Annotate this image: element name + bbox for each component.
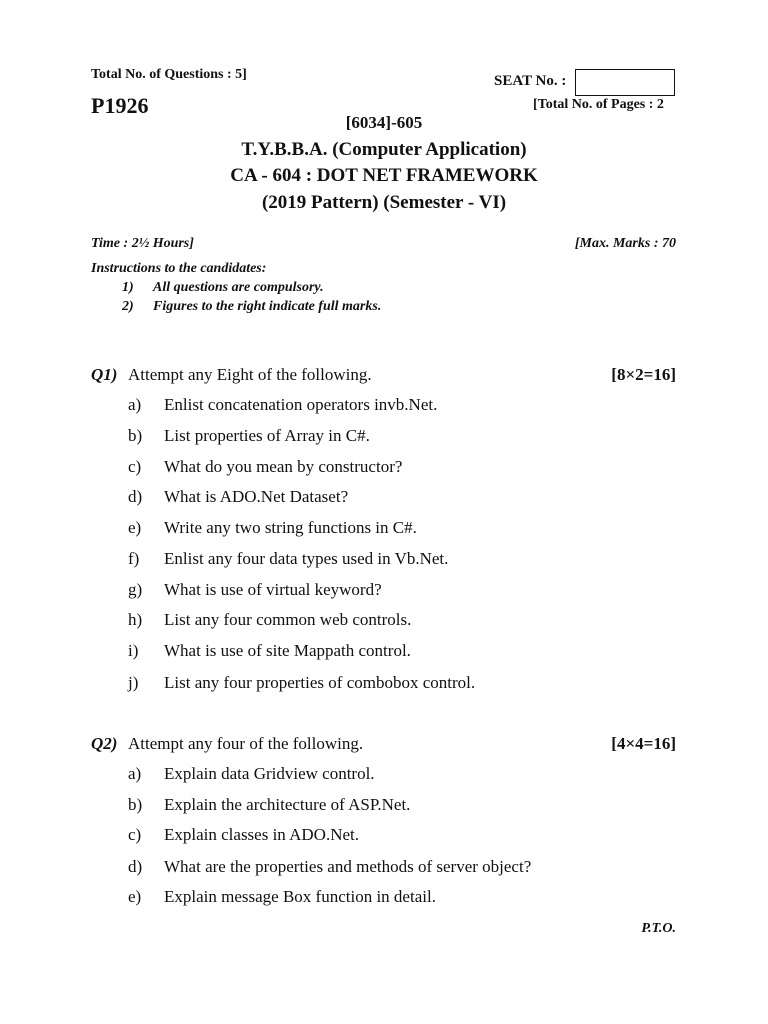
sub-question-text: What are the properties and methods of server object? bbox=[164, 857, 532, 876]
sub-question-text: List properties of Array in C#. bbox=[164, 426, 370, 445]
sub-question-text: What is ADO.Net Dataset? bbox=[164, 487, 349, 506]
sub-question-letter: g) bbox=[128, 580, 143, 599]
seat-number-box[interactable] bbox=[575, 69, 675, 96]
instruction-text: Figures to the right indicate full marks. bbox=[153, 299, 382, 314]
sub-question-text: Enlist any four data types used in Vb.Net. bbox=[164, 549, 449, 568]
instruction-number: 1) bbox=[122, 280, 134, 295]
sub-question-text: List any four properties of combobox control. bbox=[164, 673, 476, 692]
sub-question-letter: d) bbox=[128, 487, 143, 506]
instruction-text: All questions are compulsory. bbox=[153, 280, 324, 295]
sub-question-text: Enlist concatenation operators invb.Net. bbox=[164, 395, 438, 414]
question-2-marks: [4×4=16] bbox=[611, 734, 676, 753]
sub-question-letter: h) bbox=[128, 610, 143, 629]
total-pages: [Total No. of Pages : 2 bbox=[533, 97, 664, 112]
sub-question-text: What do you mean by constructor? bbox=[164, 457, 403, 476]
max-marks: [Max. Marks : 70 bbox=[574, 236, 676, 251]
question-2-label: Q2) bbox=[91, 734, 118, 753]
sub-question-text: Explain data Gridview control. bbox=[164, 764, 375, 783]
sub-question-letter: i) bbox=[128, 641, 139, 660]
sub-question-letter: b) bbox=[128, 426, 143, 445]
sub-question-text: Write any two string functions in C#. bbox=[164, 518, 417, 537]
sub-question-letter: f) bbox=[128, 549, 140, 568]
sub-question-text: Explain message Box function in detail. bbox=[164, 887, 436, 906]
instructions-heading: Instructions to the candidates: bbox=[91, 261, 267, 276]
sub-question-text: Explain the architecture of ASP.Net. bbox=[164, 795, 411, 814]
sub-question-text: Explain classes in ADO.Net. bbox=[164, 825, 359, 844]
sub-question-letter: d) bbox=[128, 857, 143, 876]
question-2-text: Attempt any four of the following. bbox=[128, 734, 364, 753]
sub-question-letter: c) bbox=[128, 457, 142, 476]
instruction-number: 2) bbox=[122, 299, 134, 314]
exam-code: [6034]-605 bbox=[345, 113, 423, 132]
question-1-label: Q1) bbox=[91, 365, 118, 384]
total-questions: Total No. of Questions : 5] bbox=[91, 67, 247, 82]
pattern-semester: (2019 Pattern) (Semester - VI) bbox=[261, 192, 507, 213]
exam-time: Time : 2½ Hours] bbox=[91, 236, 194, 251]
question-1-text: Attempt any Eight of the following. bbox=[128, 365, 372, 384]
seat-number-label: SEAT No. : bbox=[494, 73, 567, 89]
sub-question-letter: e) bbox=[128, 887, 142, 906]
sub-question-letter: b) bbox=[128, 795, 143, 814]
sub-question-text: List any four common web controls. bbox=[164, 610, 412, 629]
sub-question-letter: j) bbox=[128, 673, 139, 692]
please-turn-over: P.T.O. bbox=[641, 921, 676, 936]
paper-code: P1926 bbox=[91, 93, 149, 118]
subject-title: CA - 604 : DOT NET FRAMEWORK bbox=[230, 165, 538, 186]
sub-question-text: What is use of site Mappath control. bbox=[164, 641, 411, 660]
course-title: T.Y.B.B.A. (Computer Application) bbox=[241, 139, 527, 160]
sub-question-letter: c) bbox=[128, 825, 142, 844]
sub-question-text: What is use of virtual keyword? bbox=[164, 580, 382, 599]
sub-question-letter: e) bbox=[128, 518, 142, 537]
sub-question-letter: a) bbox=[128, 395, 142, 414]
question-1-marks: [8×2=16] bbox=[611, 365, 676, 384]
sub-question-letter: a) bbox=[128, 764, 142, 783]
